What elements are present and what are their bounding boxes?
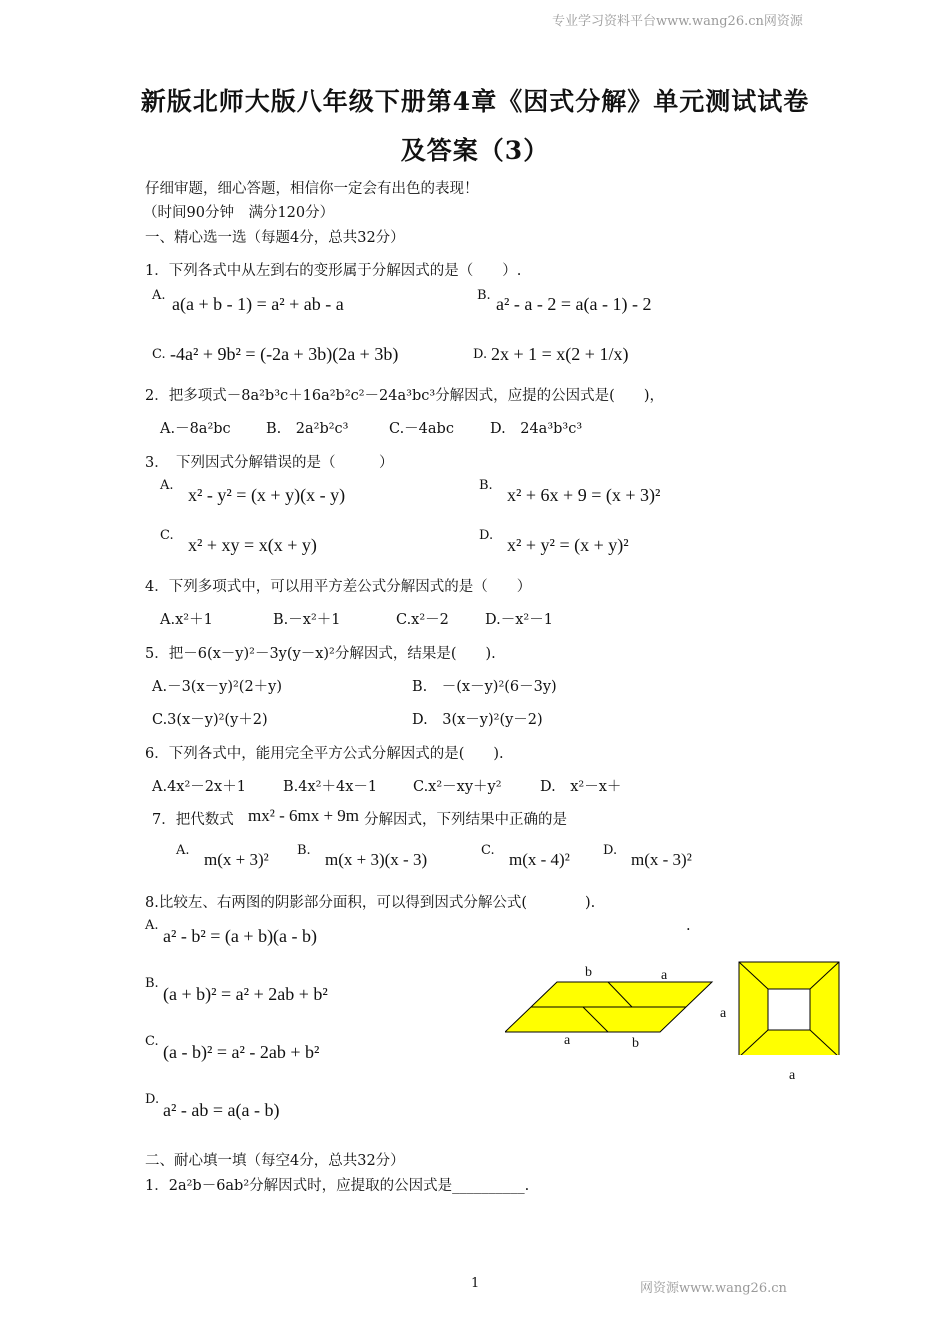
q3-option-b: x² + 6x + 9 = (x + 3)² (507, 485, 661, 505)
q8-fig-label-a-top: a (661, 968, 668, 983)
q1-stem: 1．下列各式中从左到右的变形属于分解因式的是（ ）. (145, 263, 522, 279)
page-number: 1 (471, 1276, 480, 1291)
q7-stem-suffix: 分解因式，下列结果中正确的是 (364, 812, 567, 828)
q4-option-b: B.－x²＋1 (273, 612, 341, 628)
q8-option-a: a² - b² = (a + b)(a - b) (163, 926, 318, 946)
q8-fig-label-a-side: a (720, 1006, 727, 1021)
q1-option-a-label: A. (152, 288, 166, 303)
q2-option-a: A.－8a²bc (160, 421, 231, 437)
q3-option-a: x² - y² = (x + y)(x - y) (188, 485, 346, 505)
q6-stem: 6．下列各式中，能用完全平方公式分解因式的是( ). (145, 746, 504, 762)
q1-option-b: a² - a - 2 = a(a - 1) - 2 (496, 294, 652, 314)
q6-option-c: C.x²－xy＋y² (413, 779, 502, 795)
q3-option-a-label: A. (160, 478, 174, 493)
q1-option-c-label: C. (152, 347, 166, 362)
q3-stem: 3． 下列因式分解错误的是（ ） (145, 455, 394, 471)
q8-fig-label-b-top: b (585, 965, 592, 980)
q3-option-c-label: C. (160, 528, 174, 543)
q6-option-b: B.4x²＋4x－1 (283, 779, 378, 795)
q5-option-a: A.－3(x－y)²(2＋y) (152, 679, 283, 695)
q3-option-b-label: B. (479, 478, 493, 493)
q1-option-b-label: B. (477, 288, 491, 303)
fill1-end: . (524, 1178, 530, 1194)
q3-option-d-label: D. (479, 528, 494, 543)
intro-encouragement: 仔细审题，细心答题，相信你一定会有出色的表现！ (145, 181, 479, 197)
q7-option-a-label: A. (176, 843, 190, 858)
fill1-answer-blank[interactable]: __________ (452, 1178, 525, 1194)
q4-option-d: D.－x²－1 (485, 612, 553, 628)
section1-heading: 一、精心选一选（每题4分，总共32分） (145, 230, 405, 246)
q7-expression: mx² - 6mx + 9m (248, 806, 360, 825)
q8-option-b-label: B. (145, 976, 159, 991)
q7-option-c-label: C. (481, 843, 495, 858)
fill1-row (145, 1174, 529, 1195)
q2-option-b: B. 2a²b²c³ (266, 421, 349, 437)
header-watermark: 专业学习资料平台www.wang26.cn网资源 (552, 14, 803, 29)
q5-stem: 5．把－6(x－y)²－3y(y－x)²分解因式，结果是( ). (145, 646, 496, 662)
q6-option-d: D. x²－x＋ (540, 779, 622, 795)
q1-option-a: a(a + b - 1) = a² + ab - a (172, 294, 344, 314)
q7-stem-prefix: 7．把代数式 (152, 812, 234, 828)
q4-option-a: A.x²＋1 (160, 612, 213, 628)
q8-option-c: (a - b)² = a² - 2ab + b² (163, 1042, 320, 1062)
q8-fig-label-a-below: a (789, 1068, 796, 1083)
section2-heading: 二、耐心填一填（每空4分，总共32分） (145, 1153, 405, 1169)
q8-option-a-label: A. (145, 918, 159, 933)
q5-option-d: D. 3(x－y)²(y－2) (412, 712, 543, 728)
q7-option-a: m(x + 3)² (204, 850, 269, 869)
q3-option-c: x² + xy = x(x + y) (188, 535, 317, 555)
q8-right-square-frame (739, 962, 839, 1055)
footer-watermark: 网资源www.wang26.cn (640, 1281, 787, 1296)
q1-option-d: 2x + 1 = x(2 + 1/x) (491, 344, 629, 364)
q3-option-d: x² + y² = (x + y)² (507, 535, 629, 555)
document-title-line2: 及答案（3） (400, 136, 550, 165)
intro-time-score: （时间90分钟 满分120分） (143, 205, 335, 221)
q8-fig-label-b-bottom: b (632, 1036, 639, 1051)
q8-figures (505, 955, 850, 1055)
q4-option-c: C.x²－2 (396, 612, 449, 628)
q7-option-c: m(x - 4)² (509, 850, 570, 869)
q8-option-d: a² - ab = a(a - b) (163, 1100, 280, 1120)
q8-option-c-label: C. (145, 1034, 159, 1049)
q8-fig-label-a-bottom: a (564, 1033, 571, 1048)
q4-stem: 4．下列多项式中，可以用平方差公式分解因式的是（ ） (145, 579, 532, 595)
q7-option-b: m(x + 3)(x - 3) (325, 850, 428, 869)
q7-option-b-label: B. (297, 843, 311, 858)
q8-left-parallelogram (505, 982, 712, 1032)
q6-option-a: A.4x²－2x＋1 (152, 779, 246, 795)
q2-stem: 2．把多项式－8a²b³c＋16a²b²c²－24a³bc³分解因式，应提的公因式是( )， (145, 388, 664, 404)
q5-option-c: C.3(x－y)²(y＋2) (152, 712, 268, 728)
q8-option-b: (a + b)² = a² + 2ab + b² (163, 984, 328, 1004)
q1-option-d-label: D. (473, 347, 488, 362)
q2-option-d: D. 24a³b³c³ (490, 421, 583, 437)
q7-option-d-label: D. (603, 843, 618, 858)
q8-option-d-label: D. (145, 1092, 160, 1107)
q8-stray-dot: . (686, 918, 691, 934)
q5-option-b: B. －(x－y)²(6－3y) (412, 679, 557, 695)
fill1-stem: 1．2a²b－6ab²分解因式时，应提取的公因式是 (145, 1178, 453, 1194)
document-title-line1: 新版北师大版八年级下册第4章《因式分解》单元测试试卷 (140, 87, 810, 116)
q1-option-c: -4a² + 9b² = (-2a + 3b)(2a + 3b) (170, 344, 399, 364)
q7-option-d: m(x - 3)² (631, 850, 692, 869)
q2-option-c: C.－4abc (389, 421, 454, 437)
q8-stem: 8.比较左、右两图的阴影部分面积，可以得到因式分解公式( ). (145, 895, 596, 911)
